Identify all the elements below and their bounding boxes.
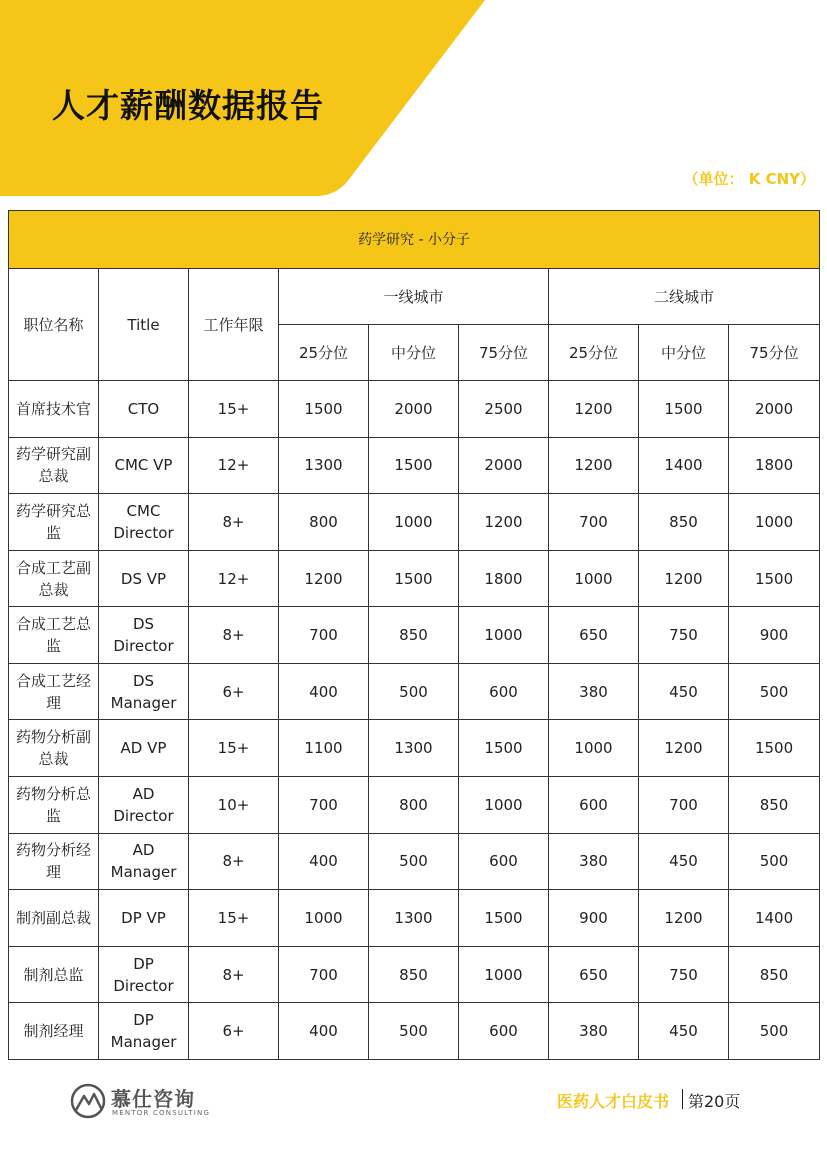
- table-row: [9, 381, 820, 438]
- cell-tier2-p75: 1400: [729, 890, 820, 947]
- cell-tier1-median: 1500: [369, 550, 459, 607]
- cell-tier2-p75: 500: [729, 1003, 820, 1060]
- cell-tier2-p25: 380: [549, 663, 639, 720]
- cell-title: DP Director: [99, 946, 189, 1003]
- cell-experience: 8+: [189, 946, 279, 1003]
- cell-experience: 6+: [189, 1003, 279, 1060]
- col-header-tier2: 二线城市: [549, 269, 820, 325]
- cell-tier1-p25: 1500: [279, 381, 369, 438]
- cell-tier1-p75: 600: [459, 1003, 549, 1060]
- cell-tier1-p75: 600: [459, 663, 549, 720]
- section-title: 药学研究 - 小分子: [9, 211, 820, 269]
- cell-tier2-p25: 600: [549, 777, 639, 834]
- cell-tier1-p75: 2500: [459, 381, 549, 438]
- cell-tier1-p25: 1300: [279, 437, 369, 494]
- cell-position: 合成工艺副总裁: [9, 550, 99, 607]
- cell-tier1-p75: 1500: [459, 720, 549, 777]
- col-header-title: Title: [99, 269, 189, 381]
- cell-position: 合成工艺总监: [9, 607, 99, 664]
- cell-tier1-p25: 700: [279, 777, 369, 834]
- cell-title: CTO: [99, 381, 189, 438]
- cell-position: 制剂总监: [9, 946, 99, 1003]
- cell-position: 制剂副总裁: [9, 890, 99, 947]
- cell-tier2-p75: 850: [729, 777, 820, 834]
- cell-tier2-p75: 2000: [729, 381, 820, 438]
- cell-tier1-median: 1300: [369, 720, 459, 777]
- cell-experience: 15+: [189, 381, 279, 438]
- cell-tier2-p75: 850: [729, 946, 820, 1003]
- cell-tier2-p75: 500: [729, 663, 820, 720]
- cell-tier2-p75: 1500: [729, 550, 820, 607]
- unit-note: （单位： K CNY）: [683, 170, 815, 188]
- cell-tier2-p25: 700: [549, 494, 639, 551]
- cell-tier1-median: 1000: [369, 494, 459, 551]
- cell-title: DP VP: [99, 890, 189, 947]
- table-row: [9, 663, 820, 720]
- cell-tier2-median: 450: [639, 1003, 729, 1060]
- cell-tier2-median: 850: [639, 494, 729, 551]
- cell-tier1-median: 1300: [369, 890, 459, 947]
- cell-title: AD Manager: [99, 833, 189, 890]
- cell-tier2-p25: 380: [549, 833, 639, 890]
- cell-tier1-p25: 1000: [279, 890, 369, 947]
- salary-table: [8, 210, 820, 1060]
- cell-position: 药学研究总监: [9, 494, 99, 551]
- cell-experience: 8+: [189, 607, 279, 664]
- cell-tier1-p25: 400: [279, 833, 369, 890]
- table-row: [9, 890, 820, 947]
- cell-tier1-p75: 1000: [459, 946, 549, 1003]
- footer-book-title: 医药人才白皮书: [557, 1092, 670, 1111]
- col-header-experience: 工作年限: [189, 269, 279, 381]
- cell-tier1-median: 500: [369, 1003, 459, 1060]
- cell-tier1-median: 500: [369, 833, 459, 890]
- cell-position: 制剂经理: [9, 1003, 99, 1060]
- cell-tier2-median: 450: [639, 833, 729, 890]
- cell-tier1-p75: 2000: [459, 437, 549, 494]
- cell-experience: 12+: [189, 437, 279, 494]
- cell-tier1-p75: 600: [459, 833, 549, 890]
- cell-experience: 6+: [189, 663, 279, 720]
- cell-tier2-p25: 650: [549, 946, 639, 1003]
- cell-tier2-median: 1400: [639, 437, 729, 494]
- cell-tier2-median: 1200: [639, 720, 729, 777]
- cell-tier1-median: 500: [369, 663, 459, 720]
- table-row: [9, 946, 820, 1003]
- cell-tier1-p25: 1200: [279, 550, 369, 607]
- page-title: 人才薪酬数据报告: [52, 86, 324, 125]
- cell-position: 首席技术官: [9, 381, 99, 438]
- cell-experience: 8+: [189, 833, 279, 890]
- cell-tier2-p25: 650: [549, 607, 639, 664]
- cell-tier2-p25: 380: [549, 1003, 639, 1060]
- cell-tier1-median: 850: [369, 946, 459, 1003]
- cell-tier1-p25: 700: [279, 946, 369, 1003]
- cell-tier2-median: 1200: [639, 890, 729, 947]
- cell-position: 药物分析经理: [9, 833, 99, 890]
- table-row: [9, 777, 820, 834]
- logo-name: 慕仕咨询: [111, 1087, 195, 1111]
- cell-tier1-p25: 400: [279, 1003, 369, 1060]
- col-header-tier1-p75: 75分位: [459, 325, 549, 381]
- logo-subtitle: MENTOR CONSULTING: [112, 1109, 211, 1117]
- col-header-tier2-p25: 25分位: [549, 325, 639, 381]
- cell-tier2-p75: 1500: [729, 720, 820, 777]
- cell-experience: 15+: [189, 890, 279, 947]
- cell-tier2-p25: 900: [549, 890, 639, 947]
- cell-title: DP Manager: [99, 1003, 189, 1060]
- cell-position: 药物分析副总裁: [9, 720, 99, 777]
- table-row: [9, 1003, 820, 1060]
- cell-title: AD VP: [99, 720, 189, 777]
- cell-tier1-p25: 700: [279, 607, 369, 664]
- cell-position: 合成工艺经理: [9, 663, 99, 720]
- cell-tier2-p25: 1200: [549, 381, 639, 438]
- table-row: [9, 833, 820, 890]
- table-row: [9, 607, 820, 664]
- col-header-tier2-p75: 75分位: [729, 325, 820, 381]
- cell-tier1-p75: 1200: [459, 494, 549, 551]
- cell-title: CMC Director: [99, 494, 189, 551]
- page-number: 第20页: [688, 1092, 741, 1111]
- cell-title: DS Manager: [99, 663, 189, 720]
- cell-tier1-p75: 1000: [459, 777, 549, 834]
- col-header-tier2-median: 中分位: [639, 325, 729, 381]
- cell-experience: 12+: [189, 550, 279, 607]
- cell-title: DS VP: [99, 550, 189, 607]
- cell-tier2-p25: 1000: [549, 720, 639, 777]
- cell-tier2-p25: 1200: [549, 437, 639, 494]
- cell-title: AD Director: [99, 777, 189, 834]
- cell-position: 药物分析总监: [9, 777, 99, 834]
- cell-position: 药学研究副总裁: [9, 437, 99, 494]
- cell-tier1-p75: 1500: [459, 890, 549, 947]
- table-row: [9, 720, 820, 777]
- cell-tier2-p75: 1800: [729, 437, 820, 494]
- cell-tier2-median: 1500: [639, 381, 729, 438]
- cell-tier1-median: 2000: [369, 381, 459, 438]
- cell-tier2-median: 1200: [639, 550, 729, 607]
- cell-tier1-median: 800: [369, 777, 459, 834]
- cell-experience: 10+: [189, 777, 279, 834]
- footer-separator: [682, 1089, 683, 1109]
- cell-tier2-median: 750: [639, 946, 729, 1003]
- cell-tier1-p25: 400: [279, 663, 369, 720]
- col-header-tier1: 一线城市: [279, 269, 549, 325]
- cell-tier1-p75: 1800: [459, 550, 549, 607]
- cell-tier2-p75: 1000: [729, 494, 820, 551]
- cell-title: DS Director: [99, 607, 189, 664]
- cell-tier1-p25: 1100: [279, 720, 369, 777]
- col-header-tier1-median: 中分位: [369, 325, 459, 381]
- cell-tier1-p75: 1000: [459, 607, 549, 664]
- table-row: [9, 494, 820, 551]
- cell-experience: 8+: [189, 494, 279, 551]
- table-row: [9, 437, 820, 494]
- col-header-tier1-p25: 25分位: [279, 325, 369, 381]
- cell-tier1-median: 1500: [369, 437, 459, 494]
- cell-tier2-median: 450: [639, 663, 729, 720]
- cell-tier2-p25: 1000: [549, 550, 639, 607]
- cell-tier2-p75: 500: [729, 833, 820, 890]
- cell-tier1-median: 850: [369, 607, 459, 664]
- cell-tier2-median: 750: [639, 607, 729, 664]
- cell-title: CMC VP: [99, 437, 189, 494]
- table-row: [9, 550, 820, 607]
- cell-tier2-p75: 900: [729, 607, 820, 664]
- cell-tier2-median: 700: [639, 777, 729, 834]
- logo-mountain: [76, 1094, 102, 1110]
- cell-experience: 15+: [189, 720, 279, 777]
- cell-tier1-p25: 800: [279, 494, 369, 551]
- col-header-position: 职位名称: [9, 269, 99, 381]
